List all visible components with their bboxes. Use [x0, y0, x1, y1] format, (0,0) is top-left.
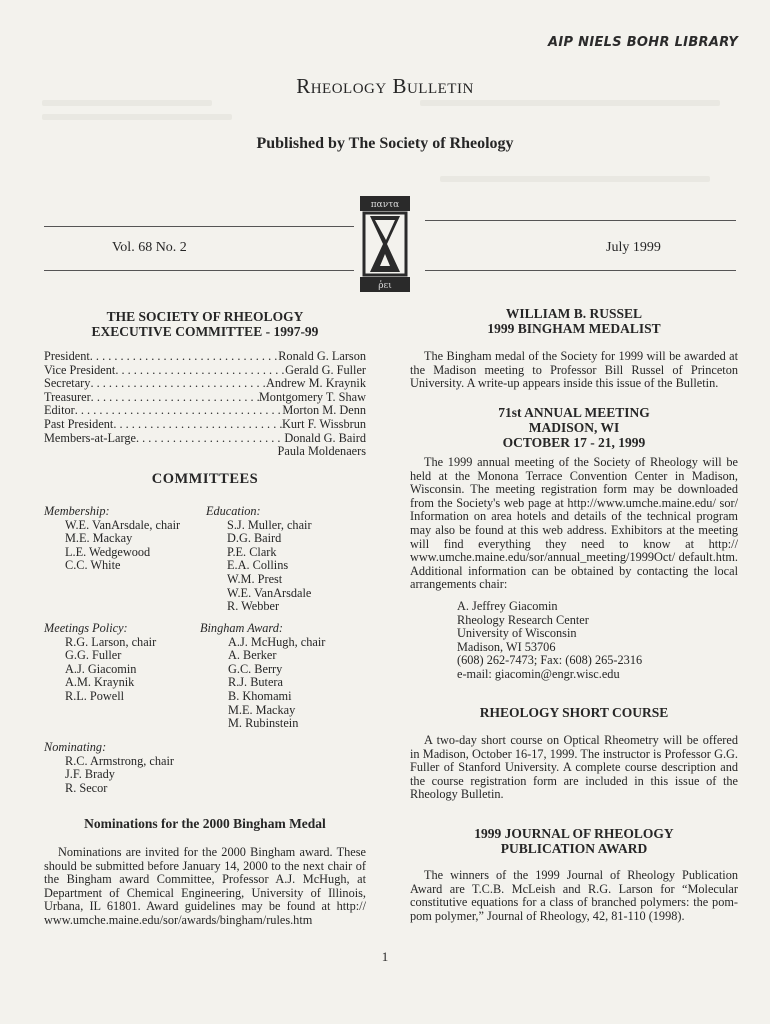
- nominations-paragraph: [44, 846, 366, 928]
- committee-member: M. Rubinstein: [228, 716, 299, 731]
- officer-role: Past President: [44, 416, 114, 431]
- short-course-heading: RHEOLOGY SHORT COURSE: [479, 705, 669, 720]
- contact-line: e-mail: giacomin@engr.wisc.edu: [457, 666, 620, 681]
- show-through-line: [42, 100, 212, 106]
- meeting-heading-line1: 71st ANNUAL MEETING: [498, 405, 650, 420]
- page-number: 1: [381, 949, 389, 964]
- officer-name: Kurt F. Wissbrun: [281, 416, 366, 431]
- committee-member: M.E. Mackay: [65, 531, 133, 546]
- committee-title: Nominating:: [44, 740, 107, 754]
- committee-member: A.J. McHugh, chair: [228, 634, 326, 649]
- officer-role: Vice President: [44, 362, 116, 377]
- leader-dots: [91, 391, 259, 405]
- bulletin-title: Rheology Bulletin: [296, 74, 474, 98]
- committee-member: A.M. Kraynik: [65, 675, 135, 690]
- officer-role: Secretary: [44, 376, 91, 391]
- committee-title: Education:: [206, 504, 261, 518]
- committee-member: D.G. Baird: [227, 531, 282, 546]
- journal-award-text: The winners of the 1999 Journal of Rheology Publication Award are T.C.B. McLeish and R.G. Larson for “Molecular constitutive equations for a class of branched polymers: the pom-pom polymer,” Journal of Rheology, 42, 81-110 (1998).: [410, 868, 738, 923]
- logo-bottom-text: ῥει: [378, 281, 392, 291]
- leader-dots: [90, 350, 278, 364]
- show-through-line: [440, 176, 710, 182]
- officer-role: Editor: [44, 403, 75, 418]
- committee-member: A.J. Giacomin: [65, 661, 137, 676]
- committee-member: S.J. Muller, chair: [227, 517, 312, 532]
- committee-member: R.C. Armstrong, chair: [65, 753, 174, 768]
- committee-member: W.M. Prest: [227, 571, 283, 586]
- committee-member: W.E. VanArsdale, chair: [65, 517, 181, 532]
- officer-row: [44, 377, 366, 391]
- journal-award-heading: [410, 826, 738, 856]
- hourglass-icon: [358, 194, 412, 294]
- contact-line: (608) 262-7473; Fax: (608) 265-2316: [457, 653, 643, 668]
- meeting-heading-line2: MADISON, WI: [528, 420, 620, 435]
- committee-member: G.C. Berry: [228, 661, 283, 676]
- committee-member: J.F. Brady: [65, 767, 115, 782]
- contact-line: A. Jeffrey Giacomin: [457, 599, 558, 613]
- committee-member: L.E. Wedgewood: [65, 544, 151, 559]
- committee-member: R. Webber: [227, 599, 280, 614]
- contact-line: University of Wisconsin: [457, 626, 577, 641]
- library-stamp: AIP NIELS BOHR LIBRARY: [548, 35, 739, 50]
- committee-title: Meetings Policy:: [44, 621, 128, 635]
- meeting-heading-line3: OCTOBER 17 - 21, 1999: [502, 435, 646, 450]
- russel-heading: [410, 306, 738, 336]
- officer-row: [44, 350, 366, 364]
- leader-dots: [90, 377, 266, 391]
- officer-role: Members-at-Large: [44, 430, 136, 445]
- committee-nominating: [44, 741, 174, 795]
- officer-row: [44, 432, 366, 446]
- nominations-text: Nominations are invited for the 2000 Bingham award. These should be submitted before January 14, 2000 to the next chair of the Bingham award Committee, Professor A.J. McHugh, at Department of Chemical Engineering, University of Illinois, Urbana, IL 61801. Award guidelines may be found at http:// www.umche.maine.edu/sor/awards/bingham/rules.htm: [44, 845, 366, 927]
- short-course-paragraph: [410, 734, 738, 802]
- committee-member: G.G. Fuller: [65, 648, 122, 663]
- short-course-text: A two-day short course on Optical Rheometry will be offered in Madison, October 16-17, 1999. The instructor is Professor G.G. Fuller of Stanford University. A complete course description and the course registration form are included in this issue of the Rheology Bulletin.: [410, 733, 738, 802]
- committee-membership: [44, 505, 180, 573]
- officer-extra-member: Paula Moldenaers: [277, 444, 366, 459]
- volume-number: Vol. 68 No. 2: [112, 240, 187, 255]
- committee-title: Bingham Award:: [200, 621, 284, 635]
- committees-heading: COMMITTEES: [151, 471, 259, 487]
- russel-heading-line1: WILLIAM B. RUSSEL: [505, 306, 643, 321]
- committee-member: C.C. White: [65, 558, 121, 573]
- journal-award-heading-line1: 1999 JOURNAL OF RHEOLOGY: [474, 826, 674, 841]
- committee-title: Membership:: [44, 504, 110, 518]
- executive-heading-line2: EXECUTIVE COMMITTEE - 1997-99: [91, 324, 319, 339]
- officer-role: President: [44, 349, 90, 363]
- russel-heading-line2: 1999 BINGHAM MEDALIST: [487, 321, 661, 336]
- leader-dots: [136, 432, 284, 446]
- issue-date: July 1999: [606, 240, 661, 255]
- masthead-rule-right-top: [425, 220, 736, 221]
- masthead-rule-left-top: [44, 226, 354, 227]
- contact-line: Madison, WI 53706: [457, 639, 556, 654]
- officer-name: Andrew M. Kraynik: [265, 376, 366, 391]
- committee-member: R.J. Butera: [228, 675, 283, 690]
- show-through-line: [42, 114, 232, 120]
- executive-heading: [44, 309, 366, 339]
- contact-line: Rheology Research Center: [457, 612, 589, 627]
- committee-member: B. Khomami: [228, 688, 292, 703]
- russel-text: The Bingham medal of the Society for 1999 will be awarded at the Madison meeting to Professor Bill Russel of Princeton University. A write-up appears inside this issue of the Bulletin.: [410, 349, 738, 391]
- nominations-heading: Nominations for the 2000 Bingham Medal: [84, 816, 326, 831]
- committee-member: P.E. Clark: [227, 544, 277, 559]
- logo-top-text: παντα: [370, 200, 400, 210]
- officer-role: Treasurer: [44, 389, 91, 404]
- leader-dots: [115, 364, 285, 378]
- journal-award-paragraph: [410, 869, 738, 923]
- hourglass-logo: [358, 194, 412, 294]
- bulletin-subtitle: Published by The Society of Rheology: [256, 135, 514, 152]
- meeting-heading: [410, 405, 738, 450]
- committee-member: R. Secor: [65, 780, 108, 795]
- officer-name: Gerald G. Fuller: [285, 362, 366, 377]
- committee-member: E.A. Collins: [227, 558, 289, 573]
- committee-member: R.L. Powell: [65, 688, 125, 703]
- leader-dots: [113, 418, 282, 432]
- masthead-rule-right-bottom: [425, 270, 736, 271]
- officer-list: [44, 350, 366, 459]
- show-through-line: [420, 100, 720, 106]
- officer-row: [44, 418, 366, 432]
- meeting-text: The 1999 annual meeting of the Society of Rheology will be held at the Monona Terrace Convention Center in Madison, Wisconsin. The meeting registration form may be downloaded from the Society's web page at http://www.umche.maine.edu/ sor/ Information on area hotels and details of the technical program may also be found at this web address. Exhibitors at the meeting will find everything they need to know at http:// www.umche.maine.edu/sor/annual_meeting/1999Oct/ default.htm. Additional information can be obtained by contacting the local arrangements chair:: [410, 455, 738, 592]
- committee-member: M.E. Mackay: [228, 702, 296, 717]
- officer-name: Donald G. Baird: [284, 430, 366, 445]
- committee-member: W.E. VanArsdale: [227, 585, 312, 600]
- officer-name: Morton M. Denn: [282, 403, 366, 418]
- committee-member: A. Berker: [228, 648, 277, 663]
- russel-paragraph: [410, 350, 738, 391]
- meeting-contact: [457, 600, 642, 682]
- officer-row: [44, 391, 366, 405]
- officer-row: [44, 404, 366, 418]
- committee-meetings-policy: [44, 622, 156, 704]
- officer-name: Montgomery T. Shaw: [258, 389, 366, 404]
- masthead-rule-left-bottom: [44, 270, 354, 271]
- meeting-paragraph: [410, 456, 738, 592]
- committee-bingham-award: [200, 622, 325, 731]
- executive-heading-line1: THE SOCIETY OF RHEOLOGY: [106, 309, 304, 324]
- committee-member: R.G. Larson, chair: [65, 634, 157, 649]
- committee-education: [206, 505, 312, 614]
- leader-dots: [75, 404, 283, 418]
- officer-name: Ronald G. Larson: [278, 349, 366, 363]
- journal-award-heading-line2: PUBLICATION AWARD: [500, 841, 648, 856]
- officer-row: [44, 364, 366, 378]
